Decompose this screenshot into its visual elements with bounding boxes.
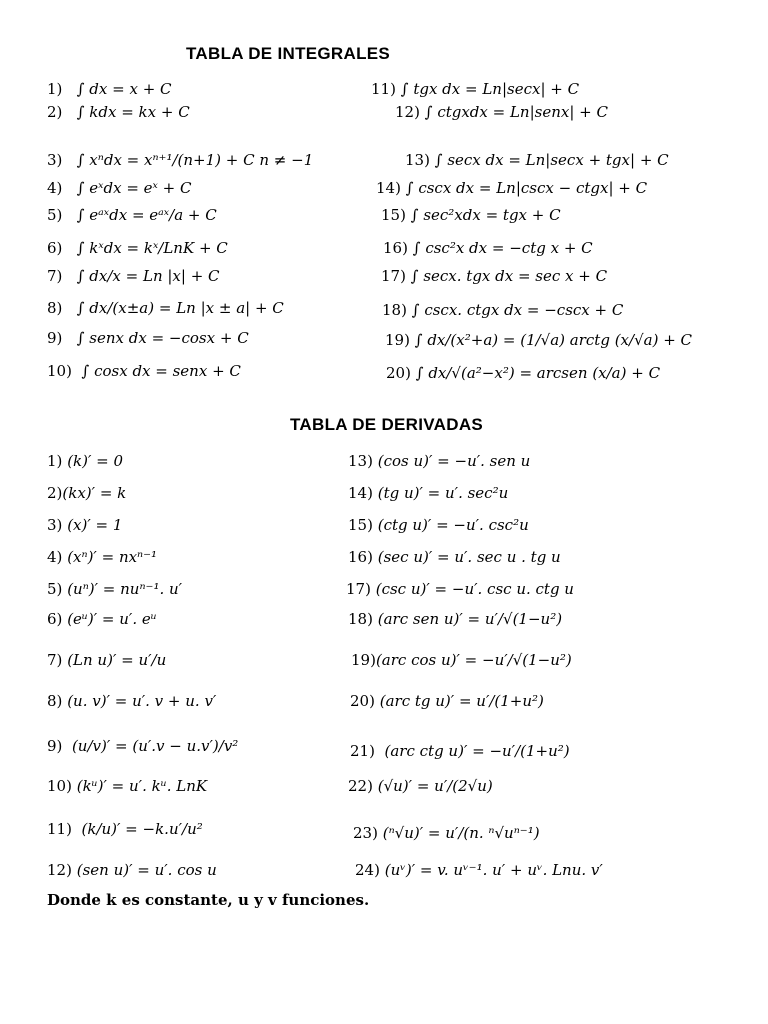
derivative-17: 17) (csc u)′ = −u′. csc u. ctg u — [346, 580, 574, 598]
derivative-18: 18) (arc sen u)′ = u′/√(1−u²) — [348, 610, 563, 628]
derivative-6: 6) (eᵘ)′ = u′. eᵘ — [47, 610, 157, 628]
integral-19: 19) ∫ dx/(x²+a) = (1/√a) arctg (x/√a) + C — [385, 331, 693, 349]
footer-note: Donde k es constante, u y v funciones. — [47, 891, 370, 909]
integral-11: 11) ∫ tgx dx = Ln|secx| + C — [371, 80, 580, 98]
integral-12: 12) ∫ ctgxdx = Ln|senx| + C — [395, 103, 608, 121]
integral-6: 6) ∫ kˣdx = kˣ/LnK + C — [47, 239, 228, 257]
derivative-3: 3) (x)′ = 1 — [47, 516, 123, 534]
derivative-13: 13) (cos u)′ = −u′. sen u — [348, 452, 531, 470]
derivatives-title: TABLA DE DERIVADAS — [290, 415, 484, 434]
derivative-23: 23) (ⁿ√u)′ = u′/(n. ⁿ√uⁿ⁻¹) — [353, 824, 540, 842]
integral-8: 8) ∫ dx/(x±a) = Ln |x ± a| + C — [47, 299, 284, 317]
integral-7: 7) ∫ dx/x = Ln |x| + C — [47, 267, 220, 285]
integral-4: 4) ∫ eˣdx = eˣ + C — [47, 179, 192, 197]
derivative-1: 1) (k)′ = 0 — [47, 452, 124, 470]
derivative-22: 22) (√u)′ = u′/(2√u) — [348, 777, 493, 795]
integral-10: 10) ∫ cosx dx = senx + C — [47, 362, 241, 380]
derivative-15: 15) (ctg u)′ = −u′. csc²u — [348, 516, 529, 534]
derivative-2: 2)(kx)′ = k — [47, 484, 127, 502]
integral-18: 18) ∫ cscx. ctgx dx = −cscx + C — [382, 301, 624, 319]
integral-17: 17) ∫ secx. tgx dx = sec x + C — [381, 267, 608, 285]
integral-1: 1) ∫ dx = x + C — [47, 80, 172, 98]
derivative-8: 8) (u. v)′ = u′. v + u. v′ — [47, 692, 217, 710]
integral-20: 20) ∫ dx/√(a²−x²) = arcsen (x/a) + C — [386, 364, 661, 382]
derivative-19: 19)(arc cos u)′ = −u′/√(1−u²) — [351, 651, 572, 669]
derivative-7: 7) (Ln u)′ = u′/u — [47, 651, 167, 669]
derivative-4: 4) (xⁿ)′ = nxⁿ⁻¹ — [47, 548, 158, 566]
integral-15: 15) ∫ sec²xdx = tgx + C — [381, 206, 561, 224]
derivative-24: 24) (uᵛ)′ = v. uᵛ⁻¹. u′ + uᵛ. Lnu. v′ — [355, 861, 603, 879]
derivative-9: 9) (u/v)′ = (u′.v − u.v′)/v² — [47, 737, 239, 755]
integral-13: 13) ∫ secx dx = Ln|secx + tgx| + C — [405, 151, 669, 169]
integral-9: 9) ∫ senx dx = −cosx + C — [47, 329, 249, 347]
integral-5: 5) ∫ eᵃˣdx = eᵃˣ/a + C — [47, 206, 217, 224]
derivative-11: 11) (k/u)′ = −k.u′/u² — [47, 820, 203, 838]
integrals-title: TABLA DE INTEGRALES — [186, 44, 391, 63]
derivative-21: 21) (arc ctg u)′ = −u′/(1+u²) — [350, 742, 570, 760]
derivative-12: 12) (sen u)′ = u′. cos u — [47, 861, 217, 879]
integral-14: 14) ∫ cscx dx = Ln|cscx − ctgx| + C — [376, 179, 648, 197]
derivative-14: 14) (tg u)′ = u′. sec²u — [348, 484, 509, 502]
derivative-10: 10) (kᵘ)′ = u′. kᵘ. LnK — [47, 777, 208, 795]
integral-16: 16) ∫ csc²x dx = −ctg x + C — [383, 239, 593, 257]
integral-2: 2) ∫ kdx = kx + C — [47, 103, 190, 121]
derivative-20: 20) (arc tg u)′ = u′/(1+u²) — [350, 692, 544, 710]
derivative-16: 16) (sec u)′ = u′. sec u . tg u — [348, 548, 561, 566]
derivative-5: 5) (uⁿ)′ = nuⁿ⁻¹. u′ — [47, 580, 183, 598]
integral-3: 3) ∫ xⁿdx = xⁿ⁺¹/(n+1) + C n ≠ −1 — [47, 151, 314, 169]
